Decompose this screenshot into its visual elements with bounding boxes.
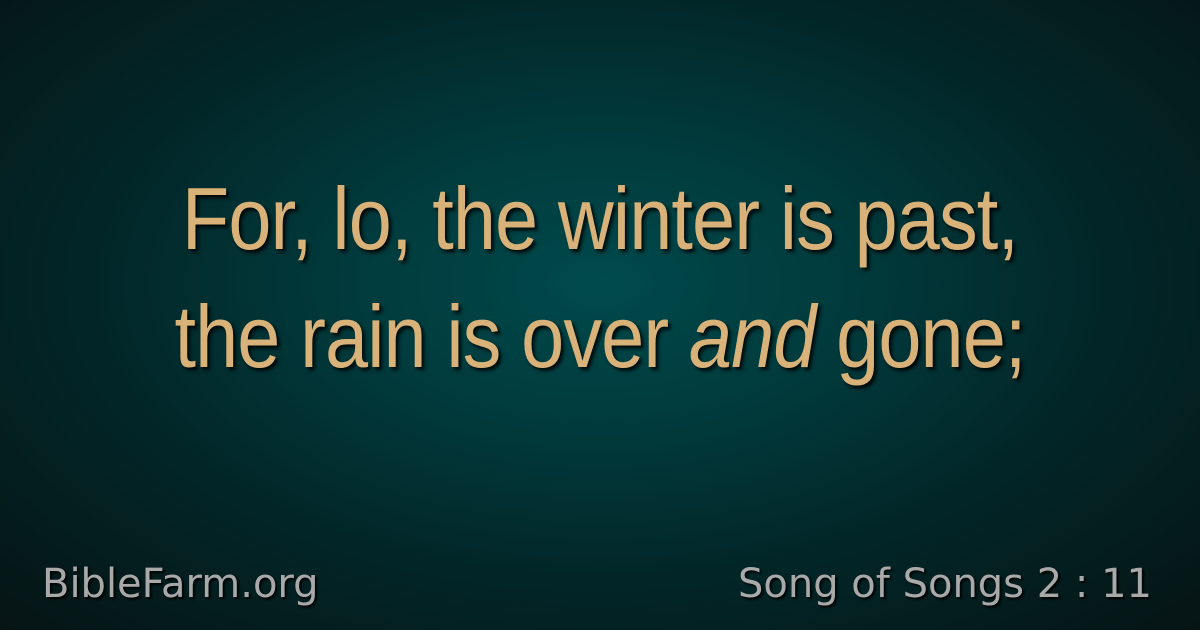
verse-line-2-end: gone; (815, 287, 1026, 386)
verse-line-1: For, lo, the winter is past, (181, 169, 1019, 268)
site-name: BibleFarm.org (42, 561, 319, 607)
verse-italic-word: and (688, 287, 816, 386)
verse-line-2 (72, 278, 1128, 396)
verse-text (72, 160, 1128, 396)
verse-reference: Song of Songs 2 : 11 (737, 561, 1152, 607)
verse-line-2-start: the rain is over (174, 287, 689, 386)
